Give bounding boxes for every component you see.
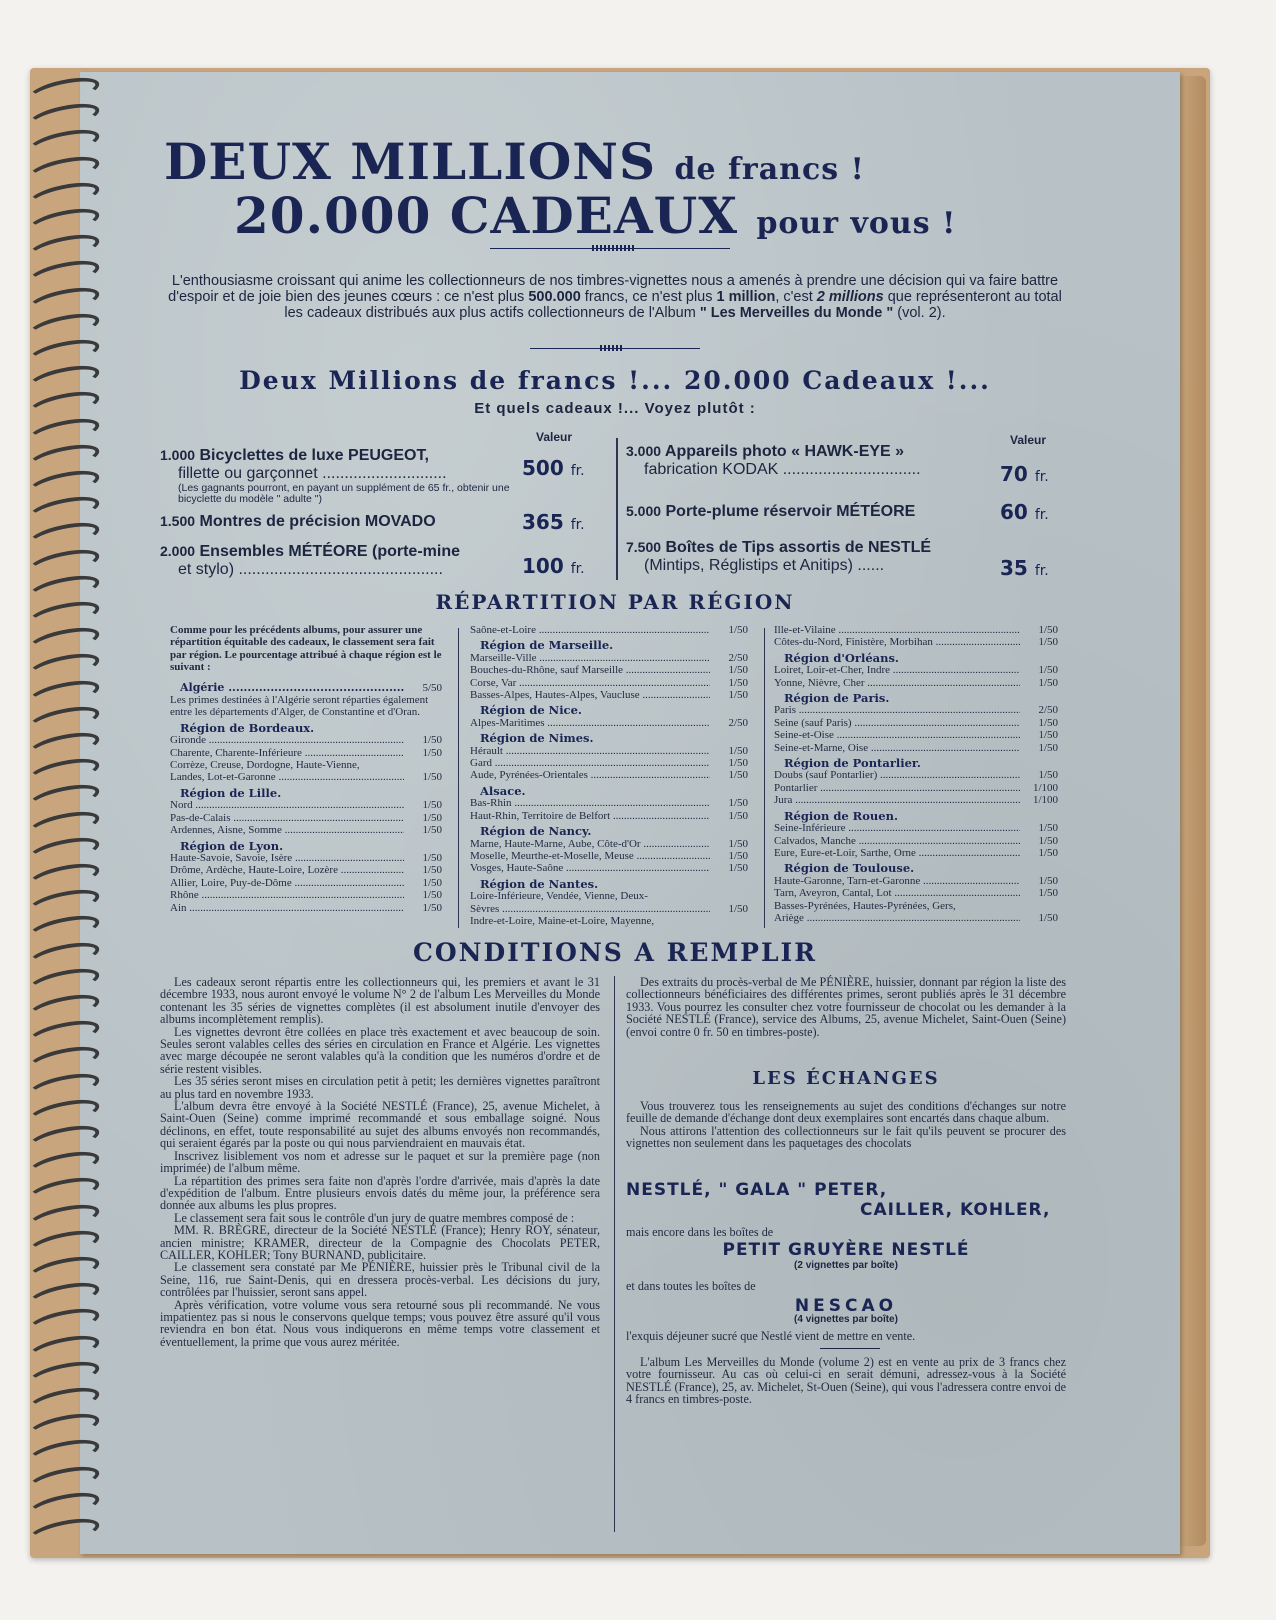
spiral-binding [28,80,98,1550]
department-name: Aude, Pyrénées-Orientales ..... [470,769,710,781]
percentage-value: 1/50 [1038,729,1058,742]
spiral-coil [26,387,101,423]
prizes-divider [616,438,618,580]
prize-price: 70 fr. [1000,462,1049,486]
prize-price: 365 fr. [522,510,585,534]
title-big-2: 20.000 CADEAUX [234,186,739,245]
spiral-coil [26,649,101,685]
department-name: Vosges, Haute-Saône ..... [470,862,710,874]
region-row [470,689,748,701]
region-row [774,794,1058,806]
region-row [470,838,748,850]
title-line-1 [164,132,865,191]
condition-paragraph: MM. R. BRÈGRE, directeur de la Société NESTLÉ (France); Henry ROY, sénateur, ancien ministre; KRAMER, directeur de la Compagnie des Chocolats PETER, CAILLER, KOHLER; Tony BURNAND, publicitaire. [160,1223,600,1262]
region-row [470,652,748,664]
department-name: Ain ..... [170,902,404,914]
percentage-value: 1/50 [422,864,442,877]
spiral-coil [26,256,101,292]
department-name: Moselle, Meurthe-et-Moselle, Meuse ..... [470,850,710,862]
department-name: Nord ..... [170,799,404,811]
prize-item: 1.000 Bicyclettes de luxe PEUGEOT, fillette ou garçonnet ............................ (Les gagnants pourront, en payant un supplément de 65 fr., obtenir une bicyclette du modèle " adulte ") [160,447,510,505]
percentage-value: 2/50 [1038,704,1058,717]
region-row [470,664,748,676]
region-row [774,782,1058,794]
department-name: Tarn, Aveyron, Cantal, Lot ..... [774,887,1020,899]
department-name: Côtes-du-Nord, Finistère, Morbihan ..... [774,636,1020,648]
department-name: Yonne, Nièvre, Cher ..... [774,677,1020,689]
column-divider [458,628,459,928]
region-heading: Région d'Orléans. [784,650,899,665]
percentage-value: 1/50 [422,889,442,902]
region-note: Les primes destinées à l'Algérie seront réparties également entre les départements d'Alger, de Constantine et d'Oran. [170,694,429,719]
region-row [774,769,1058,781]
percentage-value: 1/50 [1038,676,1058,689]
region-note: Basses-Pyrénées, Hautes-Pyrénées, Gers, [774,899,956,912]
region-row [774,822,1058,834]
department-name: Allier, Loire, Puy-de-Dôme ..... [170,877,404,889]
region-row [170,747,442,759]
prize-price: 500 fr. [522,456,585,480]
condition-paragraph: Le classement sera constaté par Me PÉNIÈRE, huissier près le Tribunal civil de la Seine, 116, rue Saint-Denis, qui en dressera procès-verbal. Les décisions du jury, contrôlées par l'huissier, seront sans appel. [160,1260,600,1300]
column-divider [614,976,615,1532]
percentage-value: 1/50 [1038,846,1058,859]
department-name: Charente, Charente-Inférieure ..... [170,747,404,759]
region-heading: Région de Toulouse. [784,861,915,876]
region-row [170,864,442,876]
brands-line-2: CAILLER, KOHLER, [860,1200,1051,1220]
conditions-right-text: Des extraits du procès-verbal de Me PÉNIÈRE, huissier, donnant par région la liste des collectionneurs bénéficiaires des différentes primes, seront publiés après le 31 décembre 1933. Vous pourrez les consulter chez votre fournisseur de chocolat ou les demander à la Société NESTLÉ (France), service des Albums, 25, avenue Michelet, Saint-Ouen (Seine) (envoi contre 0 fr. 50 en timbres-poste). [626,975,1066,1039]
condition-paragraph: L'album devra être envoyé à la Société NESTLÉ (France), 25, avenue Michelet, à Saint-Ouen (Seine) comme imprimé recommandé et sous emballage soigné. Nous déclinons, en effet, toute responsabilité au sujet des albums envoyés non recommandés, qui seraient égarés par la poste ou qui nous parviendraient en mauvais état. [160,1099,600,1151]
department-name: Haut-Rhin, Territoire de Belfort ..... [470,810,710,822]
title-small-2: pour vous ! [756,206,957,241]
condition-paragraph: La répartition des primes sera faite non d'après l'ordre d'arrivée, mais d'après la date d'expédition de l'album. Entre plusieurs envois datés du même jour, la préférence sera donnée aux albums les plus propres. [160,1173,600,1213]
title-line-2 [234,186,956,245]
percentage-value: 1/50 [1038,664,1058,677]
condition-paragraph: Inscrivez lisiblement vos nom et adresse sur le paquet et sur la première page (non imprimée) de l'album même. [160,1148,600,1176]
percentage-value: 1/50 [1038,911,1058,924]
repartition-column-1 [170,624,442,914]
repartition-column-2 [470,624,748,927]
department-name: Corse, Var ..... [470,677,710,689]
percentage-value: 1/50 [1038,834,1058,847]
spiral-coil [26,1042,101,1078]
spiral-coil [26,911,101,947]
repartition-title: RÉPARTITION PAR RÉGION [435,590,795,614]
region-row [170,812,442,824]
spiral-coil [26,1435,101,1471]
repartition-intro: Comme pour les précédents albums, pour assurer une répartition équitable des cadeaux, le classement sera fait par région. Le pourcentage attribué à chaque région est le suivant : [170,624,442,674]
department-name: Sèvres ..... [470,903,710,915]
region-row [170,889,442,901]
region-row [170,771,442,783]
region-row [774,677,1058,689]
percentage-value: 1/50 [728,624,748,636]
department-name: Bouches-du-Rhône, sauf Marseille ..... [470,664,710,676]
department-name: Doubs (sauf Pontarlier) ..... [774,769,1020,781]
echanges-text: Vous trouverez tous les renseignements au sujet des conditions d'échanges sur notre feuille de demande d'échange dont deux exemplaires sont encartés dans chaque album. Nous attirons l'attention des collectionneurs sur le fait qu'ils peuvent se procurer des vignettes non seulement dans les paquetages des chocolats [626,1099,1066,1151]
region-row [774,624,1058,636]
department-name: Marne, Haute-Marne, Aube, Côte-d'Or ..... [470,838,710,850]
region-row [470,769,748,781]
percentage-value: 1/50 [728,797,748,810]
percentage-value: 1/50 [422,799,442,812]
percentage-value: 1/50 [728,664,748,677]
region-row [774,887,1058,899]
percentage-value: 1/50 [728,837,748,850]
percentage-value: 1/50 [422,746,442,759]
region-row [470,862,748,874]
prize-item: 1.500 Montres de précision MOVADO [160,513,436,530]
department-name: Basses-Alpes, Hautes-Alpes, Vaucluse ..... [470,689,710,701]
department-name: Saône-et-Loire ..... [470,624,710,636]
spiral-coil [26,125,101,161]
department-name: Calvados, Manche ..... [774,835,1020,847]
region-row [774,847,1058,859]
percentage-value: 1/50 [422,734,442,747]
percentage-value: 1/50 [1038,769,1058,782]
percentage-value: 1/50 [422,901,442,914]
region-row [774,835,1058,847]
condition-paragraph: Les cadeaux seront répartis entre les collectionneurs qui, les premiers et avant le 31 décembre 1933, nous auront envoyé le volume N° 2 de l'album Les Merveilles du Monde contenant les 35 séries de vignettes complètes (il est absolument inutile d'envoyer des albums incomplètement remplis). [160,975,600,1027]
region-row [170,799,442,811]
region-row [774,875,1058,887]
percentage-value: 1/50 [1038,636,1058,649]
department-name: Jura ..... [774,794,1020,806]
value-label-right: Valeur [1010,433,1047,447]
region-heading: Région de Bordeaux. [180,720,315,735]
final-note: L'album Les Merveilles du Monde (volume 2) est en vente au prix de 3 francs chez votre fournisseur. Au cas où celui-ci en serait démuni, adressez-vous à la Société NESTLÉ (France), 25, av. Michelet, St-Ouen (Seine), qui vous l'adressera contre envoi de 4 francs en timbres-poste. [626,1355,1066,1407]
percentage-value: 1/50 [422,876,442,889]
subheading: Et quels cadeaux !... Voyez plutôt : [474,400,756,417]
nescao: NESCAO [794,1296,898,1316]
headline-2: Deux Millions de francs !... 20.000 Cadeaux !... [239,366,991,395]
percentage-value: 1/50 [728,744,748,757]
mais-encore: mais encore dans les boîtes de [626,1225,774,1239]
brands-line-1: NESTLÉ, " GALA " PETER, [626,1180,888,1200]
percentage-value: 1/50 [422,851,442,864]
department-name: Paris ..... [774,704,1020,716]
et-dans: et dans toutes les boîtes de [626,1279,756,1293]
prize-price: 100 fr. [522,554,585,578]
value-label-left: Valeur [536,430,573,444]
conditions-title: CONDITIONS A REMPLIR [412,938,818,967]
percentage-value: 1/50 [728,757,748,770]
region-heading: Région de Nantes. [480,876,599,891]
region-row [774,636,1058,648]
region-heading: Région de Paris. [784,691,890,706]
department-name: Ille-et-Vilaine ..... [774,624,1020,636]
prize-item: 7.500 Boîtes de Tips assortis de NESTLÉ (Mintips, Réglistips et Anitips) ...... [626,539,932,574]
percentage-value: 1/50 [728,902,748,915]
percentage-value: 1/100 [1032,781,1058,794]
region-row [170,852,442,864]
conditions-left-text [160,976,600,1348]
petit-gruyere-note: (2 vignettes par boîte) [794,1260,898,1271]
department-name: Ariège ..... [774,912,1020,924]
region-heading: Région de Lyon. [180,838,284,853]
region-row [170,824,442,836]
ornament-dots [592,245,634,251]
department-name: Marseille-Ville ..... [470,652,710,664]
prize-price: 60 fr. [1000,500,1049,524]
short-rule [820,1348,880,1349]
region-row [470,850,748,862]
region-heading: Région de Marseille. [480,638,614,653]
percentage-value: 1/50 [728,676,748,689]
percentage-value: 1/50 [728,809,748,822]
percentage-value: 1/50 [422,771,442,784]
percentage-value: 5/50 [422,681,442,694]
region-row [774,729,1058,741]
percentage-value: 2/50 [728,716,748,729]
percentage-value: 1/50 [1038,716,1058,729]
spiral-coil [26,780,101,816]
region-row [170,682,442,694]
percentage-value: 1/50 [728,849,748,862]
department-name: Hérault ..... [470,745,710,757]
department-name: Bas-Rhin ..... [470,797,710,809]
department-name: Haute-Savoie, Savoie, Isère ..... [170,852,404,864]
region-note: Loire-Inférieure, Vendée, Vienne, Deux- [470,890,648,903]
department-name: Gironde ..... [170,734,404,746]
region-row [470,677,748,689]
exquis-line: l'exquis déjeuner sucré que Nestlé vient de mettre en vente. [626,1329,916,1343]
region-heading: Alsace. [480,783,526,798]
department-name: Ardennes, Aisne, Somme ..... [170,824,404,836]
ornament-dots-2 [600,345,624,351]
percentage-value: 1/50 [728,689,748,702]
petit-gruyere: PETIT GRUYÈRE NESTLÉ [722,1240,970,1260]
region-note: Corrèze, Creuse, Dordogne, Haute-Vienne, [170,759,360,772]
department-name: Pas-de-Calais ..... [170,812,404,824]
prize-item: 2.000 Ensembles MÉTÉORE (porte-mine et stylo) .............................................. [160,543,460,578]
prize-item: 3.000 Appareils photo « HAWK-EYE » fabrication KODAK ............................... [626,443,921,478]
region-row [470,745,748,757]
region-row [170,734,442,746]
department-name: Alpes-Maritimes ..... [470,717,710,729]
condition-paragraph: Après vérification, votre volume vous sera retourné sous pli recommandé. Ne vous impatientez pas si nous le conservons quelque temps; vous pouvez être assuré qu'il vous reviendra en bon état. Nous vous indiquerons en même temps votre classement et éventuellement, la prime que vous aurez méritée. [160,1297,600,1349]
department-name: Landes, Lot-et-Garonne ..... [170,771,404,783]
percentage-value: 1/50 [1038,741,1058,754]
echanges-title: LES ÉCHANGES [752,1068,940,1089]
department-name: Seine-Inférieure ..... [774,822,1020,834]
region-note: Indre-et-Loire, Maine-et-Loire, Mayenne, [470,914,655,927]
department-name: Seine-et-Marne, Oise ..... [774,742,1020,754]
percentage-value: 1/50 [1038,874,1058,887]
percentage-value: 1/50 [422,824,442,837]
title-big-1: DEUX MILLIONS [164,132,657,191]
region-row [170,877,442,889]
percentage-value: 1/50 [1038,887,1058,900]
department-name: Seine (sauf Paris) ..... [774,717,1020,729]
condition-paragraph: Le classement sera fait sous le contrôle d'un jury de quatre membres composé de : [174,1210,575,1225]
region-row [170,902,442,914]
percentage-value: 1/100 [1032,794,1058,807]
region-row [774,704,1058,716]
region-row [470,717,748,729]
region-heading: Région de Pontarlier. [784,756,921,771]
region-row [774,717,1058,729]
percentage-value: 1/50 [1038,624,1058,636]
department-name: Drôme, Ardèche, Haute-Loire, Lozère ..... [170,864,404,876]
repartition-column-3 [774,624,1058,924]
intro-paragraph: L'enthousiasme croissant qui anime les collectionneurs de nos timbres-vignettes nous a amenés à prendre une décision qui va faire battre d'espoir et de joie bien des jeunes cœurs : ce n'est plus 500.000 francs, ce n'est plus 1 million, c'est 2 millions que représenteront au total les cadeaux distribués aux plus actifs collectionneurs de l'Album " Les Merveilles du Monde " (vol. 2). [168,273,1062,321]
region-row [774,742,1058,754]
region-row [470,903,748,915]
condition-paragraph: Les vignettes devront être collées en place très exactement et avec beaucoup de soin. Seules seront valables celles des séries en circulation en France et Algérie. Les vignettes avec marge découpée ne seront valables qu'à la condition que les numéros d'ordre et de série restent visibles. [160,1024,600,1076]
spiral-coil [26,1173,101,1209]
spiral-coil [26,1304,101,1340]
condition-paragraph: Les 35 séries seront mises en circulation petit à petit; les dernières vignettes paraîtront au plus tard en novembre 1933. [160,1074,600,1101]
percentage-value: 1/50 [1038,822,1058,835]
title-small-1: de francs ! [674,152,865,187]
department-name: Loiret, Loir-et-Cher, Indre ..... [774,664,1020,676]
prize-item: 5.000 Porte-plume réservoir MÉTÉORE [626,503,916,520]
region-row [470,810,748,822]
spiral-coil [26,1514,101,1550]
nescao-note: (4 vignettes par boîte) [794,1314,898,1325]
region-row [774,912,1058,924]
prize-price: 35 fr. [1000,556,1049,580]
region-heading: Région de Nancy. [480,824,592,839]
region-row [774,664,1058,676]
column-divider [764,628,765,928]
department-name: Eure, Eure-et-Loir, Sarthe, Orne ..... [774,847,1020,859]
percentage-value: 2/50 [728,651,748,664]
percentage-value: 1/50 [422,811,442,824]
spiral-coil [26,518,101,554]
department-name: Algérie ..... [170,682,404,694]
region-row [470,624,748,636]
department-name: Seine-et-Oise ..... [774,729,1020,741]
percentage-value: 1/50 [728,862,748,875]
region-heading: Région de Lille. [180,785,282,800]
region-heading: Région de Rouen. [784,808,898,823]
percentage-value: 1/50 [728,769,748,782]
department-name: Rhône ..... [170,889,404,901]
department-name: Gard ..... [470,757,710,769]
department-name: Haute-Garonne, Tarn-et-Garonne ..... [774,875,1020,887]
region-heading: Région de Nice. [480,703,582,718]
region-row [470,757,748,769]
region-heading: Région de Nimes. [480,731,594,746]
department-name: Pontarlier ..... [774,782,1020,794]
region-row [470,797,748,809]
